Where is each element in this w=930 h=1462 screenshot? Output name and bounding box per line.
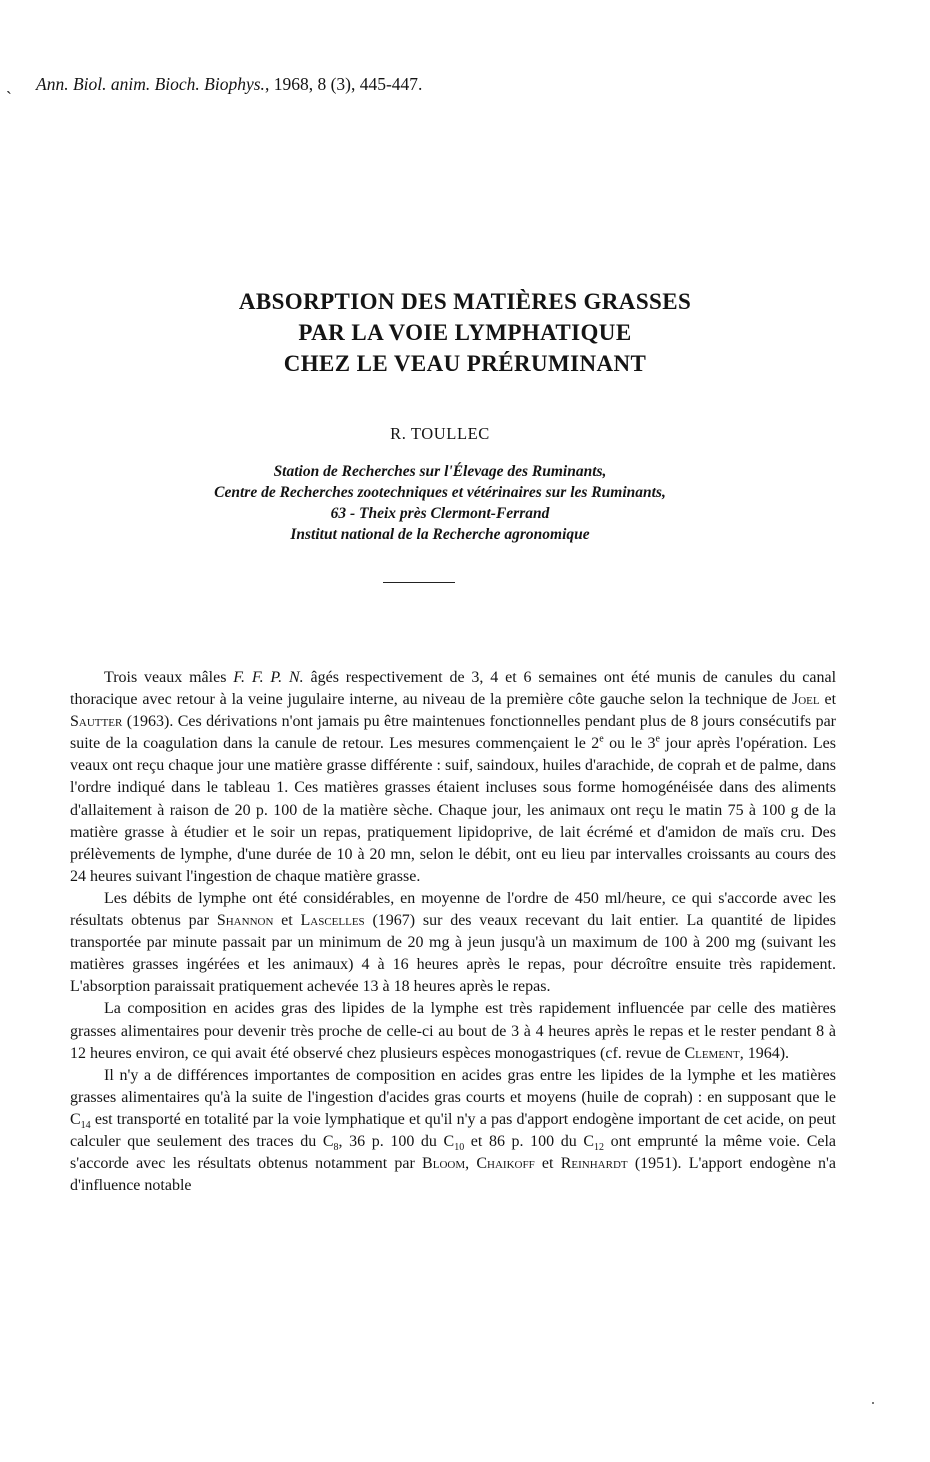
article-title — [0, 286, 930, 379]
cited-author: Shannon — [216, 912, 274, 930]
author-affiliation — [0, 461, 880, 545]
title-line-1: ABSORPTION DES MATIÈRES GRASSES — [238, 289, 692, 314]
margin-mark: ˏ — [6, 74, 12, 94]
cited-author: Reinhardt — [560, 1155, 628, 1173]
breed-name: F. F. P. N. — [233, 669, 304, 686]
text-run: , 1964). — [739, 1044, 790, 1062]
affiliation-line-1: Station de Recherches sur l'Élevage des Ruminants, — [273, 463, 607, 480]
affiliation-line-3: 63 - Theix près Clermont-Ferrand — [330, 505, 550, 522]
text-run: ou le 3 — [603, 735, 656, 753]
cited-author: Bloom — [422, 1155, 466, 1173]
text-run: jour après l'opération. Les veaux ont reçu chaque jour une matière grasse différente : suif, saindoux, huiles d'arachide, de coprah et de palme, dans l'ordre indiqué dans le tableau 1. Ces matières grasses étaient incluses sous forme homogénéisée dans des aliments d'allaitement à raison de 20 p. 100 de la matière sèche. Chaque jour, les animaux ont reçu le matin 75 à 100 g de la matière grasse à étudier et le soir un repas, pratiquement lipidoprive, de lait écrémé et d'amidon de maïs cru. Des prélèvements de lymphe, d'une durée de 10 à 20 mn, selon le débit, ont eu lieu par intervalles croissants au cours des 24 heures suivant l'ingestion de chaque matière grasse. — [70, 735, 837, 885]
title-line-3: CHEZ LE VEAU PRÉRUMINANT — [283, 351, 647, 376]
affiliation-line-2: Centre de Recherches zootechniques et vétérinaires sur les Ruminants, — [214, 484, 666, 501]
paragraph-2 — [70, 888, 836, 998]
journal-citation — [6, 74, 886, 95]
cited-author: Sautter — [70, 713, 123, 731]
scan-speck — [872, 1402, 874, 1404]
carbon-subscript: 12 — [594, 1142, 605, 1154]
text-run: La composition en acides gras des lipides de la lymphe est très rapidement influencée par celle des matières grasses alimentaires pour devenir très proche de celle-ci au bout de 3 à 4 heures après le repas et le rester pendant 8 à 12 heures environ, ce qui avait été observé chez plusieurs espèces monogastriques (cf. revue de — [70, 1000, 836, 1062]
title-line-2: PAR LA VOIE LYMPHATIQUE — [298, 320, 632, 345]
carbon-subscript: 8 — [333, 1142, 339, 1154]
cited-author: Joel — [791, 691, 820, 709]
text-run: (1963). Ces dérivations n'ont jamais pu être maintenues fonctionnelles pendant plus de 8 jours consécutifs par suite de la coagulation dans la canule de retour. Les mesures commençaient le 2 — [70, 713, 836, 753]
text-run: (1967) sur des veaux recevant du lait entier. La quantité de lipides transportée par minute passait par un minimum de 20 mg à jeun jusqu'à un maximum de 100 à 200 mg (suivant les matières grasses ingérées et les animaux) 4 à 16 heures après le repas, pour décroître ensuite très rapidement. L'absorption paraissait pratiquement achevée 13 à 18 heures après le repas. — [70, 912, 837, 996]
text-run: et — [819, 691, 837, 709]
cited-author: Clement — [684, 1044, 740, 1062]
affiliation-line-4: Institut national de la Recherche agronomique — [290, 526, 590, 543]
text-run: , 36 p. 100 du C — [338, 1132, 455, 1150]
section-divider — [383, 582, 455, 583]
author-name: R. TOULLEC — [390, 424, 490, 443]
text-run: , — [465, 1155, 477, 1173]
ordinal-suffix: e — [599, 733, 604, 745]
paragraph-1 — [70, 667, 836, 888]
text-run: Trois veaux mâles — [104, 669, 234, 686]
ordinal-suffix: e — [655, 733, 660, 745]
text-run: et 86 p. 100 du C — [464, 1132, 595, 1150]
text-run: et — [534, 1155, 561, 1173]
article-body — [70, 667, 836, 1197]
carbon-subscript: 10 — [454, 1142, 465, 1154]
text-run: Les débits de lymphe ont été considérables, en moyenne de l'ordre de 450 ml/heure, ce qui s'accorde avec les résultats obtenus par — [70, 889, 836, 930]
citation-details: , 1968, 8 (3), 445-447. — [264, 74, 423, 94]
journal-name: Ann. Biol. anim. Bioch. Biophys. — [36, 74, 265, 94]
paragraph-4 — [70, 1065, 836, 1198]
text-run: et — [273, 912, 301, 930]
text-run: Il n'y a de différences importantes de composition en acides gras entre les lipides de la lymphe et les matières grasses alimentaires qu'à la suite de l'ingestion d'acides gras courts et moyens (huile de coprah) : en supposant que le C — [70, 1066, 836, 1128]
text-run: âgés respectivement de 3, 4 et 6 semaines ont été munis de canules du canal thoracique avec retour à la veine jugulaire interne, au niveau de la première côte gauche selon la technique de — [70, 669, 837, 709]
paragraph-3 — [70, 998, 836, 1064]
text-run: (1951). L'apport endogène n'a d'influence notable — [70, 1155, 837, 1195]
text-run: ont emprunté la même voie. Cela s'accorde avec les résultats obtenus notamment par — [70, 1132, 837, 1173]
cited-author: Chaikoff — [476, 1155, 535, 1173]
cited-author: Lascelles — [300, 912, 365, 930]
text-run: est transporté en totalité par la voie lymphatique et qu'il n'y a pas d'apport endogène important de cet acide, on peut calculer que seulement des traces du C — [70, 1110, 836, 1150]
carbon-subscript: 14 — [80, 1120, 91, 1132]
